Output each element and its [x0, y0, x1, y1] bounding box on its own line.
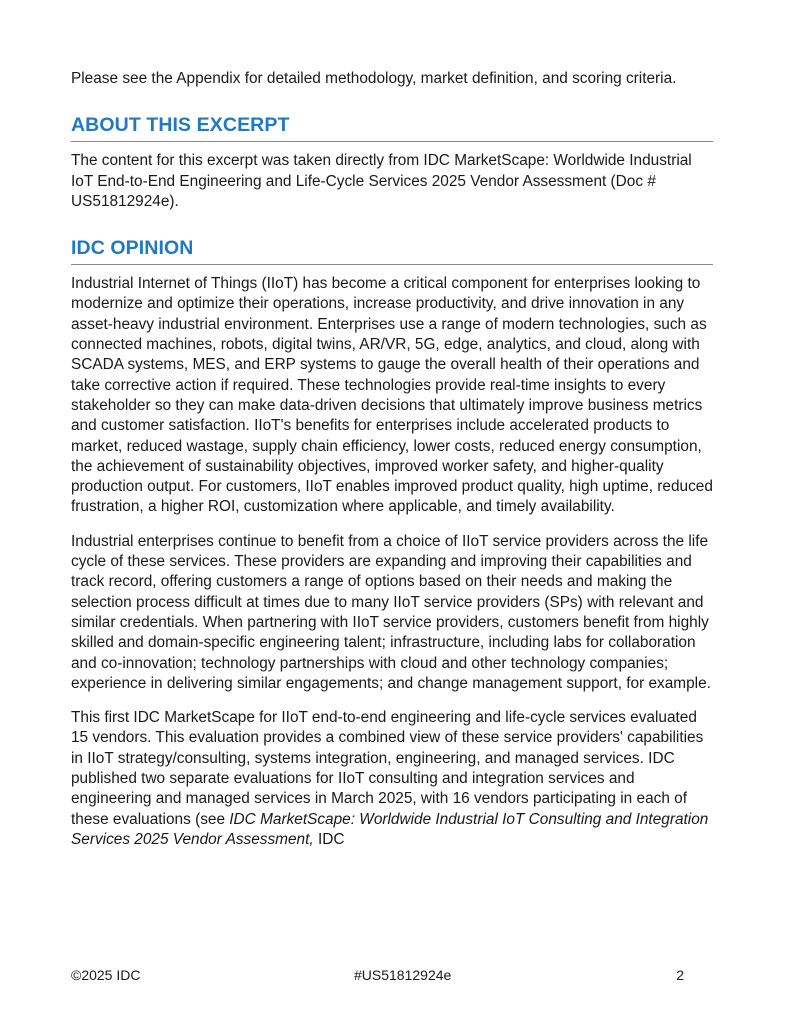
opinion-paragraph-1: Industrial Internet of Things (IIoT) has become a critical component for enterprises looking to modernize and optimize their operations, increase productivity, and drive innovation in any asset-heavy industrial environment. Enterprises use a range of modern technologies, such as connected machines, robots, digital twins, AR/VR, 5G, edge, analytics, and cloud, along with SCADA systems, MES, and ERP systems to gauge the overall health of their operations and take corrective action if required. These technologies provide real-time insights to every stakeholder so they can make data-driven decisions that ultimately improve business metrics and customer satisfaction. IIoT's benefits for enterprises include accelerated products to market, reduced wastage, supply chain efficiency, lower costs, reduced energy consumption, the achievement of sustainability objectives, improved worker safety, and higher-quality production output. For customers, IIoT enables improved product quality, high uptime, reduced frustration, a higher ROI, customization where applicable, and timely availability. — [71, 275, 713, 516]
intro-paragraph: Please see the Appendix for detailed methodology, market definition, and scoring criteria. — [71, 70, 677, 87]
footer-page-number: 2 — [676, 967, 684, 983]
opinion-paragraph-3-text: This first IDC MarketScape for IIoT end-to-end engineering and life-cycle services evaluated 15 vendors. This evaluation provides a combined view of these service providers' capabilities in IIoT strategy/consulting, systems integration, engineering, and managed services. IDC published two separate evaluations for IIoT consulting and integration services and engineering and managed services in March 2025, with 16 vendors participating in each of these evaluations (see — [71, 709, 704, 828]
footer-doc-number: #US51812924e — [354, 967, 452, 983]
opinion-paragraph-3 — [71, 708, 713, 850]
opinion-paragraph-2: Industrial enterprises continue to benefit from a choice of IIoT service providers across the life cycle of these services. These providers are expanding and improving their capabilities and track record, offering customers a range of options based on their needs and making the selection process difficult at times due to many IIoT service providers (SPs) with relevant and similar credentials. When partnering with IIoT service providers, customers benefit from highly skilled and domain-specific engineering talent; infrastructure, including labs for collaboration and co-innovation; technology partnerships with cloud and other technology companies; experience in delivering similar engagements; and change management support, for example. — [71, 532, 711, 692]
opinion-paragraph-3-tail: IDC — [313, 830, 345, 848]
about-heading: ABOUT THIS EXCERPT — [71, 114, 713, 142]
cited-report-title: IDC MarketScape: Worldwide Industrial IoT Consulting and Integration Services 2025 Vendor Assessment, — [71, 810, 709, 848]
opinion-heading: IDC OPINION — [71, 237, 713, 265]
page-content — [71, 69, 713, 864]
footer-copyright: ©2025 IDC — [71, 967, 141, 983]
about-paragraph: The content for this excerpt was taken directly from IDC MarketScape: Worldwide Industrial IoT End-to-End Engineering and Life-Cycle Services 2025 Vendor Assessment (Doc # US51812924e). — [71, 152, 692, 210]
